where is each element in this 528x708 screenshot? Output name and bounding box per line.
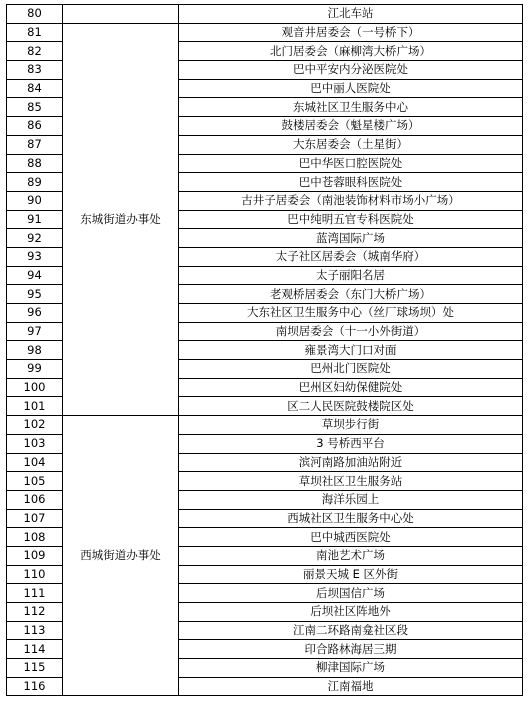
location-cell: 雍景湾大门口对面 (179, 341, 523, 360)
location-cell: 巴中丽人医院处 (179, 79, 523, 98)
row-number: 92 (7, 229, 63, 248)
row-number: 101 (7, 397, 63, 416)
location-cell: 大东居委会（土星街） (179, 135, 523, 154)
location-cell: 滨河南路加油站附近 (179, 453, 523, 472)
location-cell: 巴中苍蓉眼科医院处 (179, 173, 523, 192)
location-cell: 观音井居委会（一号桥下） (179, 23, 523, 42)
location-cell: 太子丽阳名居 (179, 266, 523, 285)
location-cell: 巴中平安内分泌医院处 (179, 61, 523, 80)
location-cell: 江南福地 (179, 677, 523, 696)
location-cell: 太子社区居委会（城南华府） (179, 247, 523, 266)
location-cell: 西城社区卫生服务中心处 (179, 509, 523, 528)
location-cell: 丽景天城 E 区外街 (179, 565, 523, 584)
row-number: 93 (7, 247, 63, 266)
table-row (7, 23, 523, 42)
row-number: 87 (7, 135, 63, 154)
row-number: 98 (7, 341, 63, 360)
location-cell: 老观桥居委会（东门大桥广场） (179, 285, 523, 304)
location-cell: 古井子居委会（南池装饰材料市场小广场） (179, 191, 523, 210)
location-cell: 大东社区卫生服务中心（丝厂球场坝）处 (179, 304, 523, 323)
district-cell: 西城街道办事处 (63, 416, 179, 696)
location-cell: 草坝社区卫生服务站 (179, 472, 523, 491)
location-cell: 巴中华医口腔医院处 (179, 154, 523, 173)
row-number: 91 (7, 210, 63, 229)
location-cell: 蓝湾国际广场 (179, 229, 523, 248)
location-cell: 区二人民医院鼓楼院区处 (179, 397, 523, 416)
row-number: 90 (7, 191, 63, 210)
location-cell: 草坝步行街 (179, 416, 523, 435)
row-number: 103 (7, 434, 63, 453)
row-number: 108 (7, 528, 63, 547)
row-number: 111 (7, 584, 63, 603)
row-number: 82 (7, 42, 63, 61)
row-number: 107 (7, 509, 63, 528)
location-cell: 北门居委会（麻柳湾大桥广场） (179, 42, 523, 61)
location-cell: 南坝居委会（十一小外街道） (179, 322, 523, 341)
location-cell: 海洋乐园上 (179, 490, 523, 509)
location-cell: 后坝社区阵地外 (179, 603, 523, 622)
location-cell: 巴中纯明五官专科医院处 (179, 210, 523, 229)
row-number: 83 (7, 61, 63, 80)
row-number: 99 (7, 360, 63, 379)
table-row (7, 416, 523, 435)
row-number: 116 (7, 677, 63, 696)
row-number: 88 (7, 154, 63, 173)
row-number: 94 (7, 266, 63, 285)
row-number: 97 (7, 322, 63, 341)
location-cell: 江南二环路南龛社区段 (179, 621, 523, 640)
row-number: 110 (7, 565, 63, 584)
row-number: 112 (7, 603, 63, 622)
row-number: 105 (7, 472, 63, 491)
district-cell: 东城街道办事处 (63, 23, 179, 415)
row-number: 115 (7, 659, 63, 678)
location-cell: 巴中城西医院处 (179, 528, 523, 547)
row-number: 104 (7, 453, 63, 472)
row-number: 89 (7, 173, 63, 192)
row-number: 85 (7, 98, 63, 117)
row-number: 106 (7, 490, 63, 509)
row-number: 84 (7, 79, 63, 98)
location-cell: 鼓楼居委会（魁星楼广场） (179, 117, 523, 136)
district-cell (63, 5, 179, 24)
row-number: 86 (7, 117, 63, 136)
row-number: 109 (7, 546, 63, 565)
table-body (7, 5, 523, 696)
row-number: 80 (7, 5, 63, 24)
location-cell: 3 号桥西平台 (179, 434, 523, 453)
row-number: 96 (7, 304, 63, 323)
row-number: 100 (7, 378, 63, 397)
location-cell: 巴州北门医院处 (179, 360, 523, 379)
row-number: 95 (7, 285, 63, 304)
row-number: 114 (7, 640, 63, 659)
table-row (7, 5, 523, 24)
row-number: 81 (7, 23, 63, 42)
location-cell: 巴州区妇幼保健院处 (179, 378, 523, 397)
location-cell: 南池艺术广场 (179, 546, 523, 565)
location-cell: 江北车站 (179, 5, 523, 24)
location-cell: 东城社区卫生服务中心 (179, 98, 523, 117)
row-number: 102 (7, 416, 63, 435)
location-cell: 印合路林海居三期 (179, 640, 523, 659)
location-cell: 柳津国际广场 (179, 659, 523, 678)
site-table (6, 4, 523, 696)
location-cell: 后坝国信广场 (179, 584, 523, 603)
row-number: 113 (7, 621, 63, 640)
